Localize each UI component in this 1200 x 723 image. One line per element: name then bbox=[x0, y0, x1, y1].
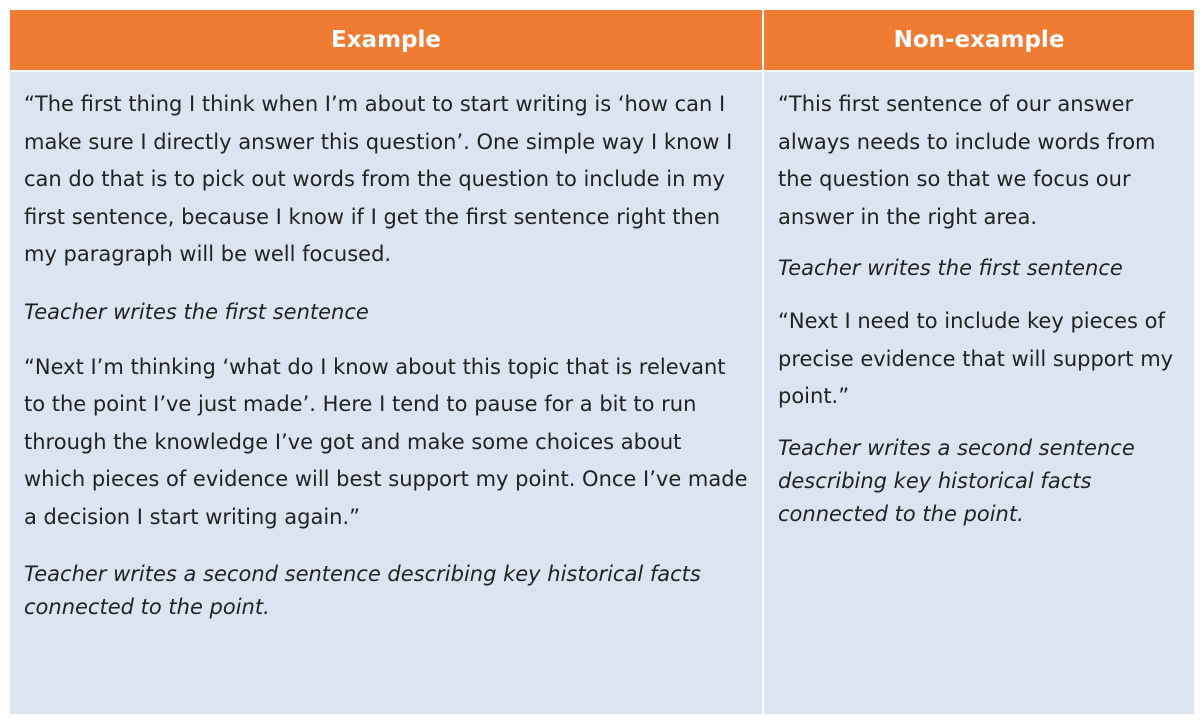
header-non-example: Non-example bbox=[764, 10, 1194, 70]
example-quote-1: “The first thing I think when I’m about to start writing is ‘how can I make sure I directly answer this question’. One simple way I know I can do that is to pick out words from the question to include in my first sentence, because I know if I get the first sentence right then my paragraph will be well focused. bbox=[24, 92, 733, 266]
non-example-note-1: Teacher writes the first sentence bbox=[778, 256, 1123, 280]
non-example-quote-1: “This first sentence of our answer always needs to include words from the question so that we focus our answer in the right area. bbox=[778, 92, 1156, 229]
example-cell bbox=[10, 72, 762, 714]
header-example: Example bbox=[10, 10, 762, 70]
example-note-2: Teacher writes a second sentence describing key historical facts connected to the point. bbox=[24, 562, 701, 619]
example-note-1: Teacher writes the first sentence bbox=[24, 299, 369, 324]
comparison-table bbox=[10, 10, 1194, 714]
non-example-cell bbox=[764, 72, 1194, 714]
non-example-note-2: Teacher writes a second sentence describing key historical facts connected to the point. bbox=[778, 435, 1135, 526]
non-example-quote-2: “Next I need to include key pieces of precise evidence that will support my point.” bbox=[778, 309, 1174, 408]
example-quote-2: “Next I’m thinking ‘what do I know about this topic that is relevant to the point I’ve just made’. Here I tend to pause for a bit to run through the knowledge I’ve got and make some choices about which pieces of evidence will best support my point. Once I’ve made a decision I start writing again.” bbox=[24, 354, 748, 529]
